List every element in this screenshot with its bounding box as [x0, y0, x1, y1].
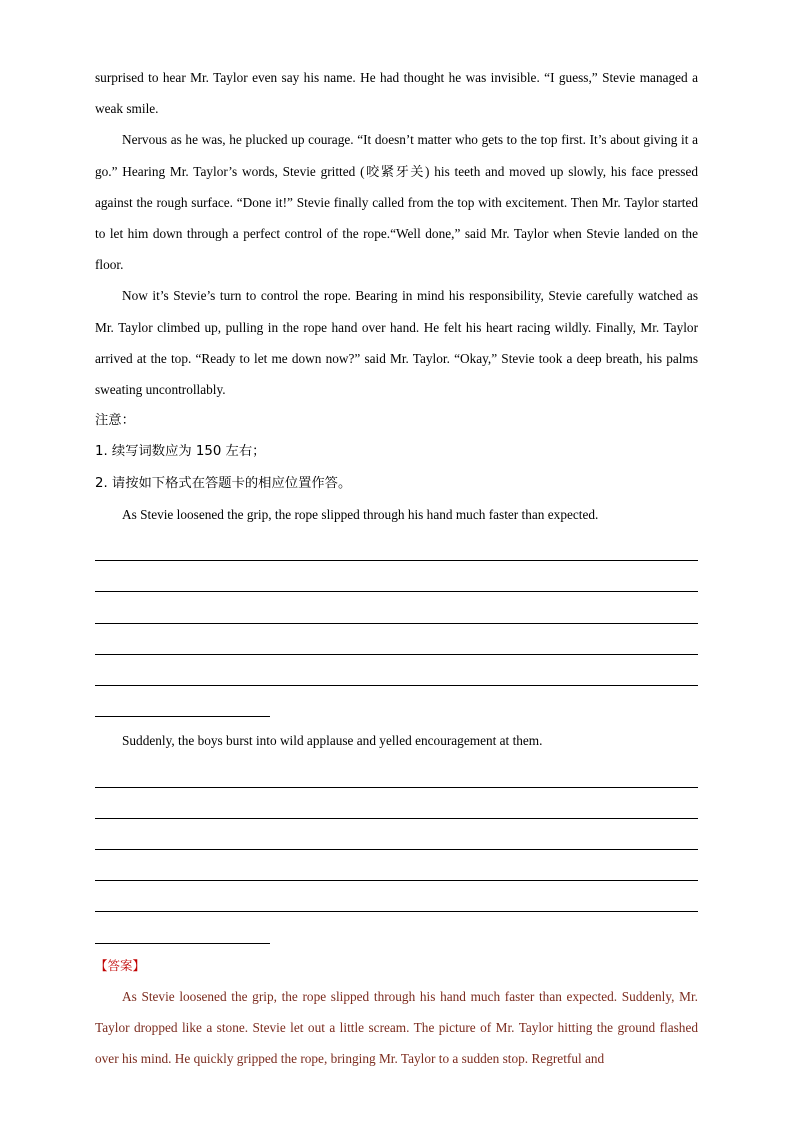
writing-line	[95, 756, 698, 787]
writing-line	[95, 819, 698, 850]
writing-line	[95, 561, 698, 592]
writing-line-short	[95, 686, 270, 717]
notes-item-1: 1. 续写词数应为 150 左右；	[95, 444, 266, 460]
continuation-prompt-2: Suddenly, the boys burst into wild applause and yelled encouragement at them.	[122, 733, 543, 749]
spacer	[95, 717, 698, 725]
writing-line	[95, 592, 698, 623]
story-paragraph-3: Now it’s Stevie’s turn to control the rope. Bearing in mind his responsibility, Stevie carefully watched as Mr. Taylor climbed up, pulling in the rope hand over hand. He felt his heart racing wildly. Finally, Mr. Taylor arrived at the top. “Ready to let me down now?” said Mr. Taylor. “Okay,” Stevie took a deep breath, his palms sweating uncontrollably.	[95, 288, 698, 398]
document-page	[95, 62, 698, 1074]
continuation-prompt-1: As Stevie loosened the grip, the rope slipped through his hand much faster than expected.	[122, 506, 599, 522]
story-paragraph-2: Nervous as he was, he plucked up courage. “It doesn’t matter who gets to the top first. It’s about giving it a go.” Hearing Mr. Taylor’s words, Stevie gritted (咬紧牙关) his teeth and moved up slowly, his face pressed against the rough surface. “Done it!” Stevie finally called from the top with excitement. Then Mr. Taylor started to let him down through a perfect control of the rope.“Well done,” said Mr. Taylor when Stevie landed on the floor.	[95, 132, 698, 273]
answer-heading: 【答案】	[95, 957, 146, 973]
answer-text: As Stevie loosened the grip, the rope slipped through his hand much faster than expected. Suddenly, Mr. Taylor dropped like a stone. Stevie let out a little scream. The picture of Mr. Taylor hitting the ground flashed over his mind. He quickly gripped the rope, bringing Mr. Taylor to a sudden stop. Regretful and	[95, 988, 698, 1067]
writing-line	[95, 530, 698, 561]
writing-line	[95, 788, 698, 819]
writing-area-2[interactable]	[95, 756, 698, 943]
notes-heading: 注意：	[95, 413, 135, 429]
writing-line	[95, 655, 698, 686]
writing-area-1[interactable]	[95, 530, 698, 717]
writing-line	[95, 850, 698, 881]
story-paragraph-1: surprised to hear Mr. Taylor even say his name. He had thought he was invisible. “I guess,” Stevie managed a weak smile.	[95, 70, 698, 117]
writing-line	[95, 624, 698, 655]
notes-item-2: 2. 请按如下格式在答题卡的相应位置作答。	[95, 475, 352, 491]
writing-line	[95, 881, 698, 912]
writing-line-short	[95, 912, 270, 943]
